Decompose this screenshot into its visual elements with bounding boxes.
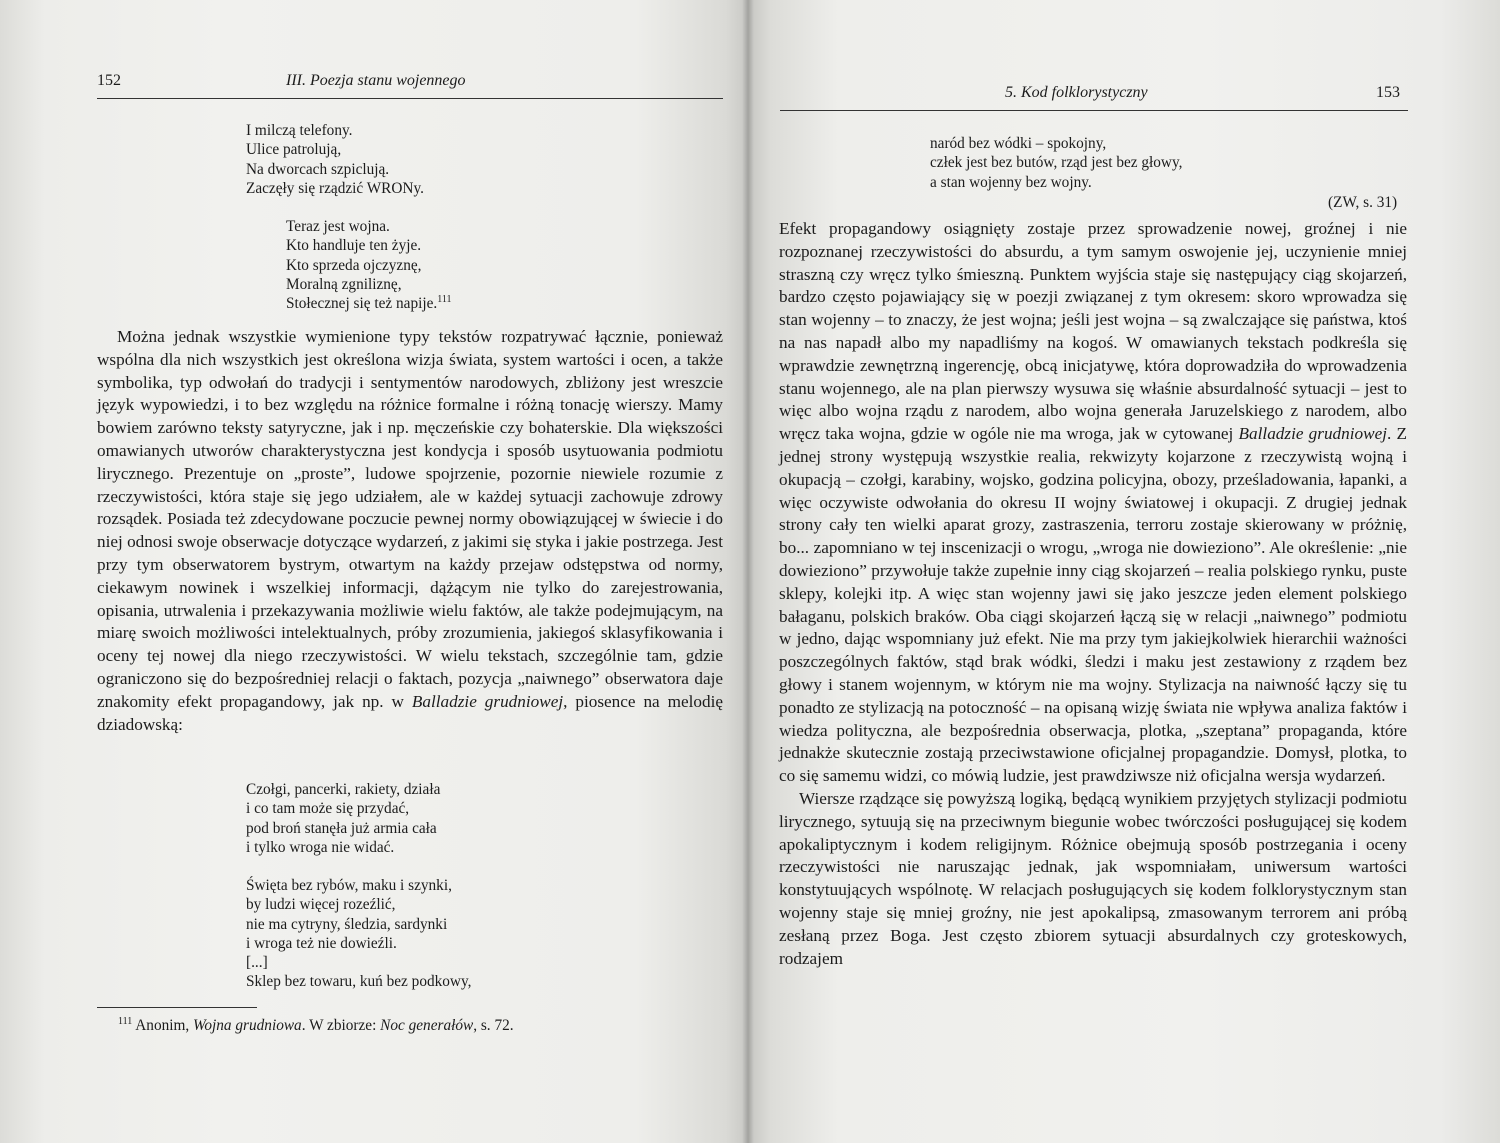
verse-line-text: Stołecznej się też napije. — [286, 295, 438, 313]
verse-line: by ludzi więcej rozeźlić, — [246, 896, 396, 914]
left-verse-bottom-2 — [246, 876, 471, 992]
verse-line: i wroga też nie dowieźli. — [246, 934, 397, 952]
italic-title: Balladzie grudniowej — [1238, 424, 1387, 444]
citation: (ZW, s. 31) — [1328, 194, 1398, 211]
text-run: . W zbiorze: — [301, 1017, 381, 1034]
verse-line: pod broń stanęła już armia cała — [246, 819, 437, 837]
text-run: Efekt propagandowy osiągnięty zostaje przez sprowadzenie nowej, groźnej i nie rozpoznanej rzeczywistości do absurdu, a tym samym oswojenie jej, uczynienie mniej straszną czy wręcz tylko śmieszną. Punktem wyjścia staje się następujący ciąg skojarzeń, bardzo często pojawiający się w poezji związanej z tym okresem: skoro wprowadza się stan wojenny – to znaczy, że jest wojna; jeśli jest wojna – są zwalczające się państwa, ktoś na nas napadł albo my napadliśmy na kogoś. W omawianych tekstach podkreśla się wprawdzie zewnętrzną ingerencję, obcą inicjatywę, która doprowadziła do wprowadzenia stanu wojennego, ale na plan pierwszy wysuwa się właśnie absurdalność sytuacji – jest to więc albo wojna rządu z narodem, albo wojna generała Jaruzelskiego z narodem, albo wręcz taka wojna, gdzie w ogóle nie ma wroga, jak w cytowanej — [779, 219, 1407, 444]
body-paragraph: Wiersze rządzące się powyższą logiką, będącą wynikiem przyjętych stylizacji podmiotu lirycznego, sytuują się na przeciwnym biegunie wobec twórczości posługującej się kodem apokaliptycznym i kodem religijnym. Różnice obejmują sposób postrzegania i oceny rzeczywistości nie naruszając jednak, jak wspomniałam, uniwersum wartości konstytuujących wspólnotę. W relacjach posługujących się kodem folklorystycznym stan wojenny staje się mniej groźny, nie jest apokalipsą, zmasowanym terrorem ani próbą zesłaną przez Boga. Jest często zbiorem sytuacji absurdalnych czy groteskowych, rodzajem — [779, 788, 1407, 968]
left-verse-bottom — [246, 780, 440, 857]
left-body-text — [97, 326, 723, 736]
right-running-title: 5. Kod folklorystyczny — [1005, 84, 1148, 101]
right-verse-top — [930, 134, 1182, 192]
book-gutter-shadow — [742, 0, 754, 1143]
verse-line: Czołgi, pancerki, rakiety, działa — [246, 781, 441, 798]
verse-line: nie ma cytryny, śledzia, sardynki — [246, 915, 448, 933]
verse-line: Sklep bez towaru, kuń bez podkowy, — [246, 973, 472, 991]
italic-title: Noc generałów — [380, 1017, 474, 1034]
verse-line: [...] — [246, 954, 268, 972]
left-page — [0, 0, 748, 1143]
verse-line: Święta bez rybów, maku i szynki, — [246, 877, 452, 894]
text-run: Można jednak wszystkie wymienione typy tekstów rozpatrywać łącznie, ponieważ wspólna dla nich wszystkich jest określona wizja świata, system wartości i ocen, a także symbolika, typ odwołań do tradycji i sentymentów narodowych, zbliżony jest wreszcie język wypowiedzi, i to bez względu na różnice formalne i różną tonację wierszy. Mamy bowiem zarówno teksty satyryczne, jak i np. męczeńskie czy bohaterskie. Dla większości omawianych utworów charakterystyczna jest kondycja i sposób usytuowania podmiotu lirycznego. Prezentuje on „proste”, ludowe spojrzenie, pozornie niewiele rozumie z rzeczywistości, która staje się jego udziałem, ale w każdej sytuacji zachowuje zdrowy rozsądek. Posiada też zdecydowane poczucie pewnej normy obowiązującej w świecie i do niej odnosi swoje obserwacje dotyczące wydarzeń, z jakimi się styka i jakie postrzega. Jest przy tym obserwatorem bystrym, otwartym na każdy przejaw odstępstwa od normy, ciekawym nowinek i wszelkiej informacji, dążącym nie tylko do zarejestrowania, opisania, utrwalenia i przekazywania możliwie wielu faktów, ale także podejmującym, na miarę swoich możliwości intelektualnych, próby zrozumienia, jakiegoś sklasyfikowania i oceny tej nowej dla niego rzeczywistości. W wielu tekstach, szczególnie tam, gdzie ograniczono się do bezpośredniej relacji o faktach, pozycja „naiwnego” obserwatora daje znakomity efekt propagandowy, jak np. w — [97, 327, 723, 711]
verse-line: Kto handluje ten żyje. — [286, 237, 422, 255]
left-page-number: 152 — [97, 72, 121, 89]
verse-line: Zaczęły się rządzić WRONy. — [246, 179, 424, 197]
left-running-title: III. Poezja stanu wojennego — [286, 72, 466, 89]
verse-line: Na dworcach szpiclują. — [246, 160, 390, 178]
body-paragraph — [97, 326, 723, 736]
verse-line: Ulice patrolują, — [246, 141, 342, 159]
right-page — [748, 0, 1500, 1143]
verse-line: Kto sprzeda ojczyznę, — [286, 256, 422, 274]
right-page-number: 153 — [1376, 84, 1400, 101]
footnote — [118, 1017, 514, 1035]
footnote-number: 111 — [118, 1016, 133, 1027]
verse-line — [286, 294, 451, 313]
left-verse-mid — [286, 217, 451, 313]
verse-line: a stan wojenny bez wojny. — [930, 173, 1092, 191]
text-run: . Z jednej strony występują wszystkie realia, rekwizyty kojarzone z rzeczywistą wojną i okupacją – czołgi, karabiny, wojsko, godzina policyjna, obozy, prześladowania, łapanki, a więc oczywiste odwołania do okresu II wojny światowej i okupacji. Z drugiej jednak strony cały ten wielki aparat grozy, zastraszenia, terroru zostaje skierowany w próżnię, bo... zapomniano w tej inscenizacji o wrogu, „wroga nie dowieziono”. Ale określenie: „nie dowieziono” przywołuje także zupełnie inny ciąg skojarzeń – realia polskiego rynku, puste sklepy, kolejki itp. A więc stan wojenny jawi się jako jeszcze jeden element polskiego bałaganu, polskich braków. Oba ciągi skojarzeń łączą się w relacji „naiwnego” podmiotu w jedno, dając wspomniany już efekt. Nie ma przy tym jakiejkolwiek hierarchii ważności poszczególnych faktów, stąd brak wódki, śledzi i maku jest zestawiony z rządem bez głowy i stanem wojennym, w którym nie ma wojny. Stylizacja na naiwność łączy się tu ponadto ze stylizacją na potoczność – na opisaną wizję świata nie wpływa analiza faktów i wiedza polityczna, ale bezpośrednia obserwacja, plotka, „szeptana” propaganda, które jednakże skutecznie zostają przeciwstawione oficjalnej propagandzie. Domysł, plotka, to co się samemu widzi, co mówią ludzie, jest prawdziwsze niż oficjalna wersja wydarzeń. — [779, 424, 1407, 786]
verse-line: i co tam może się przydać, — [246, 800, 410, 818]
verse-line: i tylko wroga nie widać. — [246, 838, 395, 856]
text-run: , s. 72. — [473, 1017, 514, 1034]
verse-line: I milczą telefony. — [246, 122, 353, 139]
left-header-rule — [97, 98, 723, 99]
footnote-rule — [97, 1007, 257, 1008]
right-header-rule — [780, 110, 1408, 111]
footnote-ref: 111 — [437, 294, 452, 306]
italic-title: Balladzie grudniowej — [411, 691, 564, 711]
left-verse-top — [246, 121, 424, 198]
verse-line: naród bez wódki – spokojny, — [930, 135, 1107, 152]
verse-line: Moralną zgniliznę, — [286, 275, 402, 293]
text-run: Anonim, — [132, 1017, 194, 1034]
text-run: , piosence na melodię dziadowską: — [97, 691, 723, 734]
body-paragraph — [779, 218, 1407, 788]
verse-line: Teraz jest wojna. — [286, 218, 390, 235]
verse-line: człek jest bez butów, rząd jest bez głowy, — [930, 154, 1183, 172]
italic-title: Wojna grudniowa — [193, 1017, 302, 1034]
right-body-text — [779, 218, 1407, 970]
